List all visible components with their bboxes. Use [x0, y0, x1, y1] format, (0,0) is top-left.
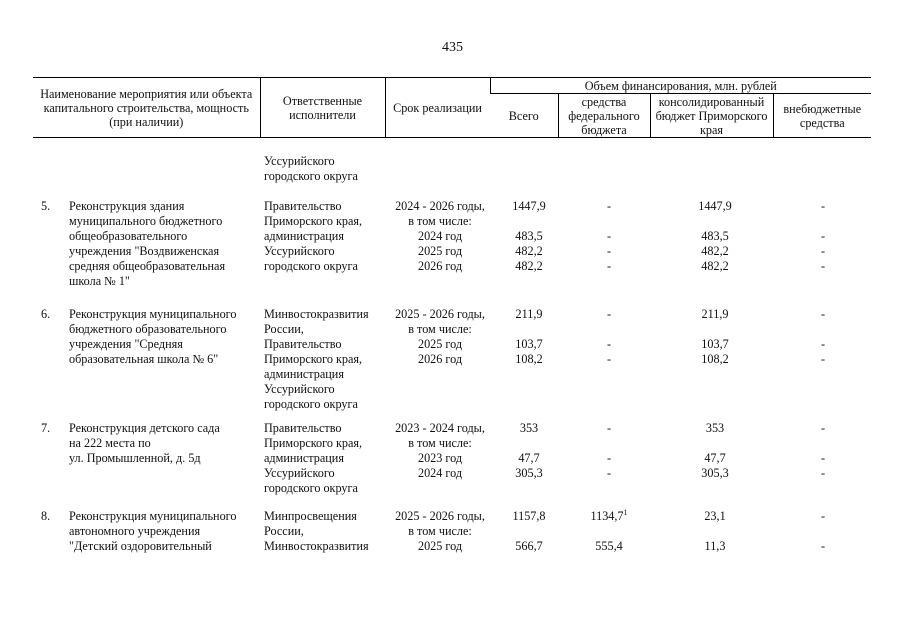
name-line: бюджетного образовательного — [69, 322, 227, 336]
federal-line — [563, 214, 655, 229]
cell-executors — [264, 199, 382, 274]
cell-federal — [563, 509, 655, 554]
term-line: 2026 год — [417, 259, 463, 273]
term-line: 2025 год — [417, 539, 463, 553]
executors-line: Правительство — [264, 337, 342, 351]
table-header — [33, 77, 871, 138]
carryover-line: Уссурийского — [264, 154, 335, 168]
executors-line: России, — [264, 322, 304, 336]
federal-line: - — [606, 352, 612, 366]
name-line: муниципального бюджетного — [69, 214, 223, 228]
total-line: 211,9 — [515, 307, 543, 321]
federal-line: - — [606, 466, 612, 480]
cell-name — [69, 421, 259, 466]
extrabudget-line: - — [820, 466, 826, 480]
term-line: 2025 год — [417, 337, 463, 351]
header-total: Всего — [490, 94, 558, 138]
carryover-executors — [264, 154, 382, 184]
federal-line: - — [606, 337, 612, 351]
extrabudget-line — [775, 322, 871, 337]
row-number: 8. — [41, 509, 51, 523]
cell-consolidated — [655, 199, 775, 274]
term-line: 2026 год — [417, 352, 463, 366]
cell-name — [69, 509, 259, 554]
cell-executors — [264, 307, 382, 412]
extrabudget-line: - — [820, 199, 826, 213]
cell-extrabudget — [775, 509, 871, 554]
executors-line: Правительство — [264, 421, 342, 435]
name-line: школа № 1" — [69, 274, 130, 288]
extrabudget-line: - — [820, 539, 826, 553]
consolidated-line: 103,7 — [701, 337, 729, 351]
name-line: Реконструкция здания — [69, 199, 185, 213]
row-number: 6. — [41, 307, 51, 321]
name-line: учреждения "Средняя — [69, 337, 183, 351]
cell-term — [385, 307, 495, 367]
consolidated-line: 23,1 — [704, 509, 726, 523]
total-line: 482,2 — [515, 244, 543, 258]
consolidated-line — [655, 214, 775, 229]
cell-extrabudget — [775, 307, 871, 367]
total-line — [495, 524, 563, 539]
extrabudget-line: - — [820, 421, 826, 435]
total-line — [495, 436, 563, 451]
total-line: 47,7 — [518, 451, 540, 465]
cell-total — [495, 421, 563, 481]
header-consolidated: консолидированный бюджет Приморского края — [650, 94, 773, 138]
executors-line: Минпросвещения — [264, 509, 357, 523]
cell-federal — [563, 307, 655, 367]
cell-consolidated — [655, 307, 775, 367]
extrabudget-line: - — [820, 259, 826, 273]
consolidated-line: 108,2 — [701, 352, 729, 366]
total-line: 482,2 — [515, 259, 543, 273]
name-line: учреждения "Воздвиженская — [69, 244, 220, 258]
header-extrabudget: внебюджетные средства — [773, 94, 871, 138]
federal-line — [563, 322, 655, 337]
federal-line — [563, 436, 655, 451]
executors-line: Приморского края, — [264, 352, 363, 366]
cell-term — [385, 199, 495, 274]
total-line: 1447,9 — [512, 199, 546, 213]
federal-line: - — [606, 244, 612, 258]
extrabudget-line — [775, 524, 871, 539]
cell-total — [495, 509, 563, 554]
total-line: 305,3 — [515, 466, 543, 480]
header-funding: Объем финансирования, млн. рублей — [490, 78, 871, 94]
term-line: в том числе: — [408, 322, 472, 336]
term-line: 2024 - 2026 годы, — [395, 199, 485, 213]
extrabudget-line: - — [820, 337, 826, 351]
term-line: в том числе: — [408, 524, 472, 538]
header-name: Наименование мероприятия или объекта капитального строительства, мощность (при наличии) — [33, 78, 260, 138]
executors-line: Уссурийского — [264, 466, 335, 480]
total-line — [495, 322, 563, 337]
consolidated-line: 483,5 — [701, 229, 729, 243]
extrabudget-line — [775, 214, 871, 229]
executors-line: администрация — [264, 367, 344, 381]
executors-line: Правительство — [264, 199, 342, 213]
total-line: 353 — [519, 421, 539, 435]
extrabudget-line: - — [820, 352, 826, 366]
page-number: 435 — [442, 40, 463, 55]
consolidated-line — [655, 436, 775, 451]
cell-term — [385, 509, 495, 554]
row-number: 7. — [41, 421, 51, 435]
consolidated-line — [655, 524, 775, 539]
cell-term — [385, 421, 495, 481]
consolidated-line: 482,2 — [701, 259, 729, 273]
federal-line: - — [606, 199, 612, 213]
federal-line — [563, 524, 655, 539]
executors-line: Уссурийского — [264, 244, 335, 258]
term-line: 2023 год — [417, 451, 463, 465]
footnote-marker: 1 — [623, 508, 628, 517]
federal-line: - — [606, 421, 612, 435]
cell-extrabudget — [775, 199, 871, 274]
term-line: 2024 год — [417, 466, 463, 480]
term-line: в том числе: — [408, 436, 472, 450]
name-line: Реконструкция муниципального — [69, 307, 237, 321]
executors-line: администрация — [264, 451, 344, 465]
federal-line: - — [606, 229, 612, 243]
extrabudget-line: - — [820, 244, 826, 258]
name-line: на 222 места по — [69, 436, 151, 450]
federal-line: - — [606, 307, 612, 321]
extrabudget-line: - — [820, 451, 826, 465]
term-line: 2023 - 2024 годы, — [395, 421, 485, 435]
carryover-line: городского округа — [264, 169, 358, 183]
cell-consolidated — [655, 509, 775, 554]
consolidated-line: 353 — [705, 421, 725, 435]
header-executors: Ответственные исполнители — [260, 78, 385, 138]
cell-name — [69, 199, 259, 289]
consolidated-line: 11,3 — [704, 539, 726, 553]
executors-line: городского округа — [264, 397, 358, 411]
extrabudget-line: - — [820, 509, 826, 523]
consolidated-line: 47,7 — [704, 451, 726, 465]
executors-line: Приморского края, — [264, 214, 363, 228]
executors-line: администрация — [264, 229, 344, 243]
total-line — [495, 214, 563, 229]
executors-line: Минвостокразвития — [264, 307, 369, 321]
total-line: 108,2 — [515, 352, 543, 366]
executors-line: городского округа — [264, 481, 358, 495]
federal-line: 555,4 — [595, 539, 623, 553]
consolidated-line: 305,3 — [701, 466, 729, 480]
consolidated-line: 1447,9 — [698, 199, 732, 213]
total-line: 566,7 — [515, 539, 543, 553]
extrabudget-line: - — [820, 229, 826, 243]
cell-federal — [563, 199, 655, 274]
cell-executors — [264, 421, 382, 496]
total-line: 103,7 — [515, 337, 543, 351]
extrabudget-line: - — [820, 307, 826, 321]
term-line: 2024 год — [417, 229, 463, 243]
consolidated-line: 211,9 — [701, 307, 729, 321]
executors-line: Приморского края, — [264, 436, 363, 450]
name-line: общеобразовательного — [69, 229, 188, 243]
total-line: 483,5 — [515, 229, 543, 243]
executors-line: России, — [264, 524, 304, 538]
term-line: в том числе: — [408, 214, 472, 228]
federal-line: 1134,7$^1$ — [590, 508, 628, 523]
term-line: 2025 - 2026 годы, — [395, 509, 485, 523]
row-number: 5. — [41, 199, 51, 213]
name-line: образовательная школа № 6" — [69, 352, 219, 366]
total-line: 1157,8 — [512, 509, 546, 523]
cell-federal — [563, 421, 655, 481]
consolidated-line: 482,2 — [701, 244, 729, 258]
extrabudget-line — [775, 436, 871, 451]
name-line: Реконструкция детского сада — [69, 421, 220, 435]
term-line: 2025 - 2026 годы, — [395, 307, 485, 321]
cell-total — [495, 307, 563, 367]
name-line: автономного учреждения — [69, 524, 201, 538]
cell-total — [495, 199, 563, 274]
name-line: ул. Промышленной, д. 5д — [69, 451, 201, 465]
name-line: "Детский оздоровительный — [69, 539, 212, 553]
cell-consolidated — [655, 421, 775, 481]
executors-line: городского округа — [264, 259, 358, 273]
name-line: Реконструкция муниципального — [69, 509, 237, 523]
cell-executors — [264, 509, 382, 554]
header-term: Срок реализации — [385, 78, 490, 138]
consolidated-line — [655, 322, 775, 337]
term-line: 2025 год — [417, 244, 463, 258]
cell-name — [69, 307, 259, 367]
executors-line: Минвостокразвития — [264, 539, 369, 553]
header-federal: средства федерального бюджета — [558, 94, 650, 138]
executors-line: Уссурийского — [264, 382, 335, 396]
cell-extrabudget — [775, 421, 871, 481]
federal-line: - — [606, 451, 612, 465]
name-line: средняя общеобразовательная — [69, 259, 226, 273]
federal-line: - — [606, 259, 612, 273]
